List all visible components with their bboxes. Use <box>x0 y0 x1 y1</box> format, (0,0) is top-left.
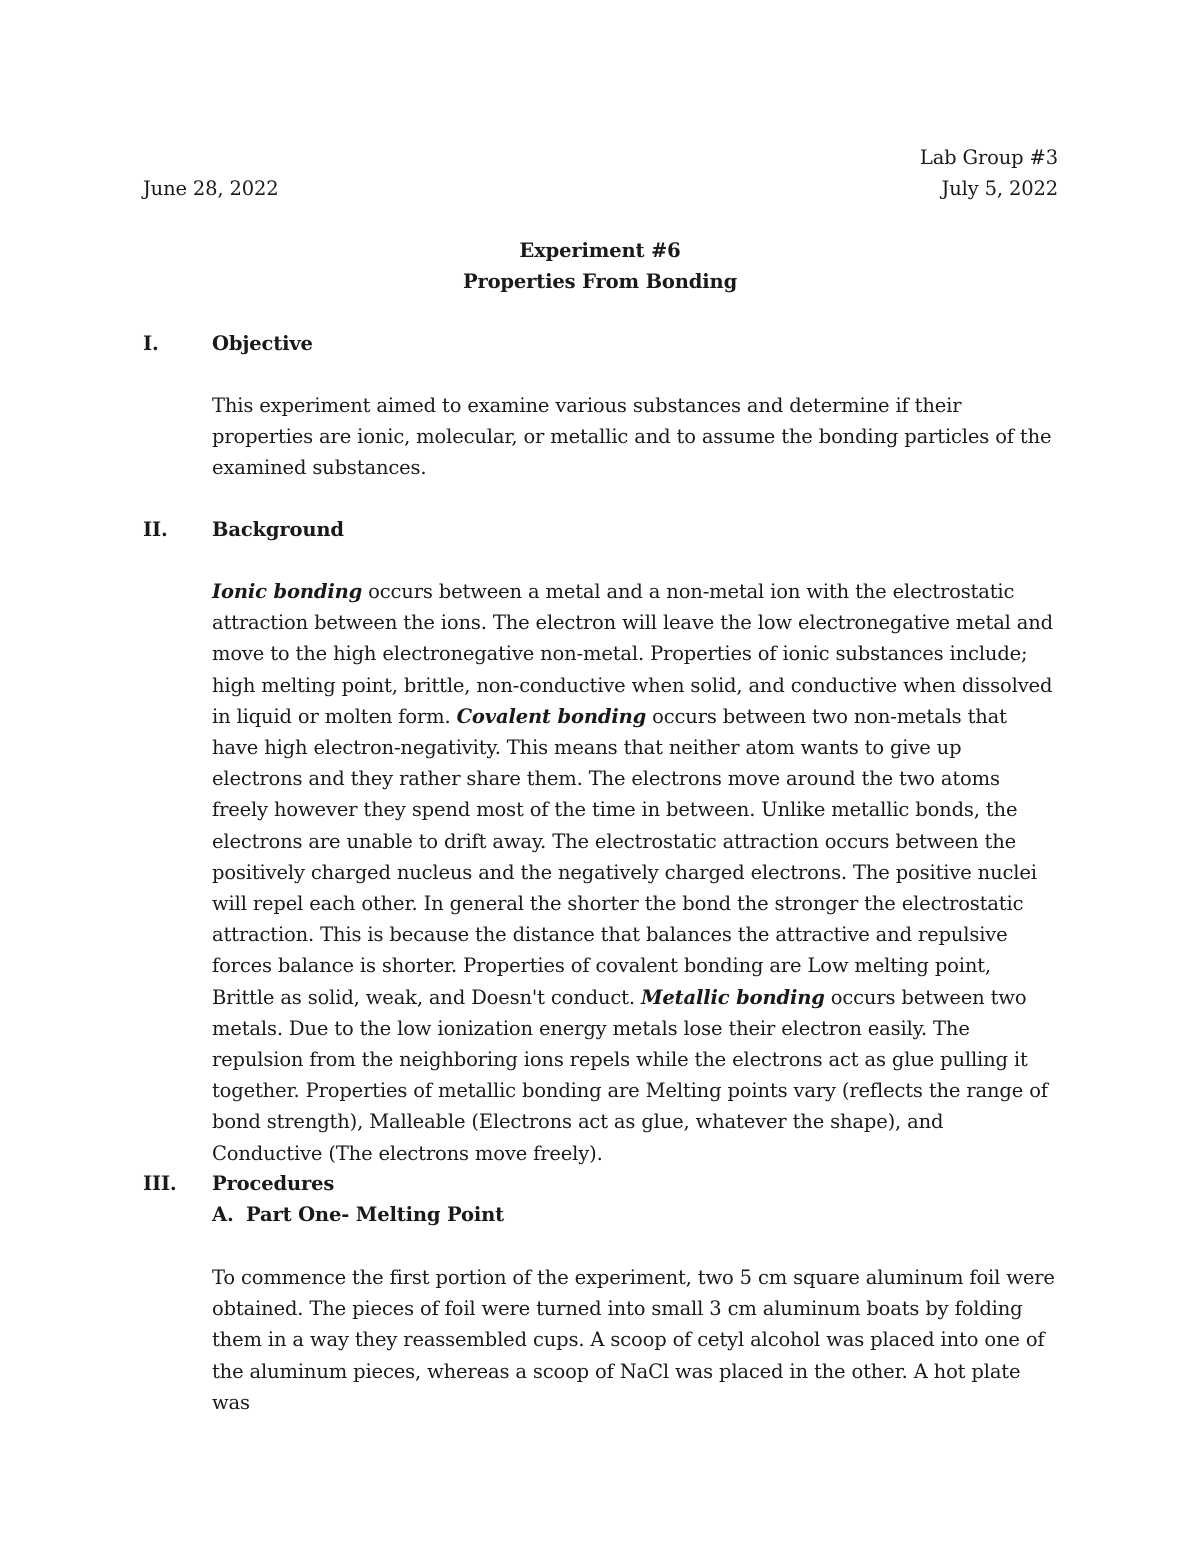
section-numeral-background: II. <box>143 518 168 541</box>
subsection-label-a: A. <box>212 1203 234 1226</box>
section-heading-background: Background <box>212 518 344 541</box>
background-paragraph <box>212 576 1057 1169</box>
section-numeral-procedures: III. <box>143 1172 177 1195</box>
term-ionic-bonding: Ionic bonding <box>212 580 363 603</box>
section-heading-objective: Objective <box>212 332 313 355</box>
objective-paragraph: This experiment aimed to examine various substances and determine if their properties are ionic, molecular, or metallic and to assume the bonding particles of the examined substances. <box>212 394 1052 480</box>
background-text-1: occurs between a metal and a non-metal ion with the electrostatic attraction between the ions. The electron will leave the low electronegative metal and move to the high electronegative non-metal. Properties of ionic substances include; high melting point, brittle, non-conductive when solid, and conductive when dissolved in liquid or molten form. <box>212 580 1054 728</box>
section-heading-procedures: Procedures <box>212 1172 335 1195</box>
title-line-2: Properties From Bonding <box>462 270 738 293</box>
term-metallic-bonding: Metallic bonding <box>640 985 825 1009</box>
date-left: June 28, 2022 <box>143 177 279 200</box>
procedures-paragraph: To commence the first portion of the experiment, two 5 cm square aluminum foil were obtained. The pieces of foil were turned into small 3 cm aluminum boats by folding them in a way they reassembled cups. A scoop of cetyl alcohol was placed into one of the aluminum pieces, whereas a scoop of NaCl was placed in the other. A hot plate was <box>212 1266 1055 1414</box>
date-right: July 5, 2022 <box>941 177 1058 200</box>
term-covalent-bonding: Covalent bonding <box>456 704 647 728</box>
lab-group: Lab Group #3 <box>919 146 1058 169</box>
title-line-1: Experiment #6 <box>519 239 681 262</box>
background-text-2: occurs between two non-metals that have high electron-negativity. This means that neither atom wants to give up electrons and they rather share them. The electrons move around the two atoms freely however they spend most of the time in between. Unlike metallic bonds, the electrons are unable to drift away. The electrostatic attraction occurs between the positively charged nucleus and the negatively charged electrons. The positive nuclei will repel each other. In general the shorter the bond the stronger the electrostatic attraction. This is because the distance that balances the attractive and repulsive forces balance is shorter. Properties of covalent bonding are Low melting point, Brittle as solid, weak, and Doesn't conduct. <box>212 704 1037 1009</box>
subsection-heading-melting-point: Part One- Melting Point <box>246 1203 505 1226</box>
background-text-3: occurs between two metals. Due to the low ionization energy metals lose their electron easily. The repulsion from the neighboring ions repels while the electrons act as glue pulling it together. Properties of metallic bonding are Melting points vary (reflects the range of bond strength), Malleable (Electrons act as glue, whatever the shape), and Conductive (The electrons move freely). <box>212 985 1048 1165</box>
section-numeral-objective: I. <box>143 332 159 355</box>
